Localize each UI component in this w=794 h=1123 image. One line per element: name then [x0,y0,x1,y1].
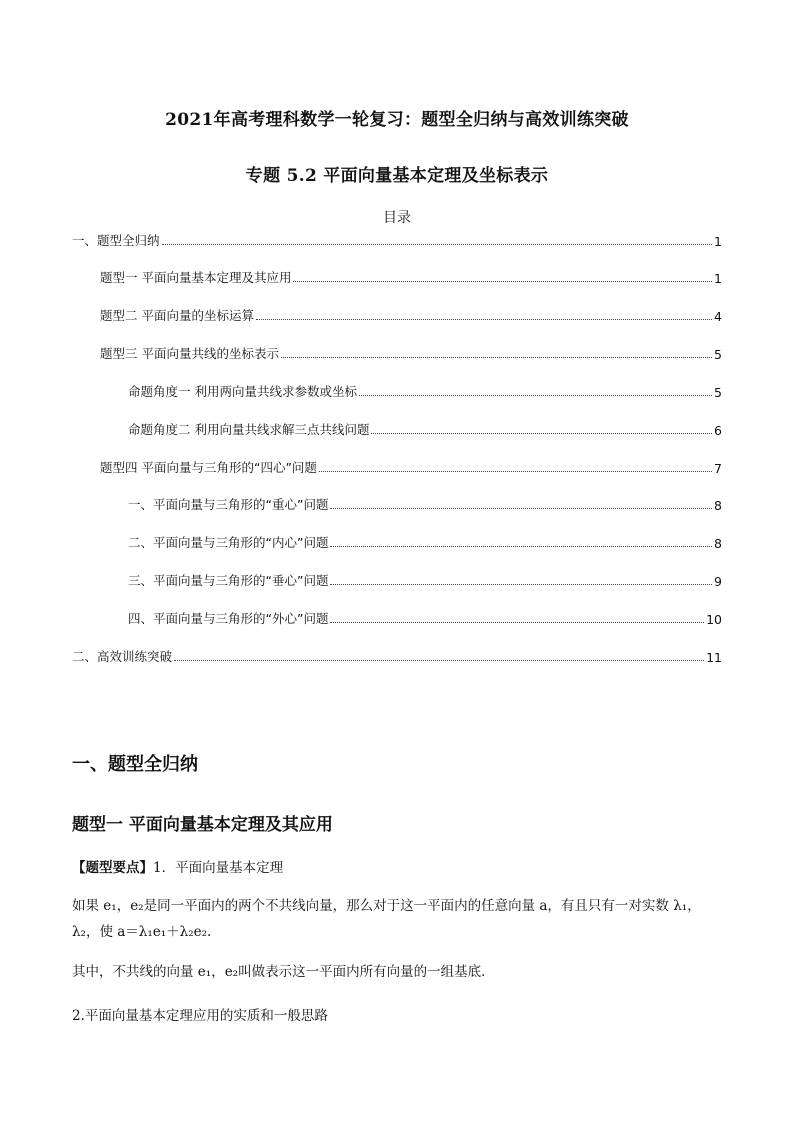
toc-entry-page: 8 [714,536,722,551]
toc-leader-dots [330,546,712,547]
toc-leader-dots [330,584,712,585]
toc-entry-page: 10 [706,612,722,627]
toc-entry-label: 二、高效训练突破 [72,649,173,664]
toc-entry-angle-2[interactable] [128,420,722,438]
toc-entry-label: 命题角度一 利用两向量共线求参数或坐标 [128,384,357,399]
toc-entry-centroid[interactable] [128,495,722,513]
toc-heading: 目录 [383,210,411,226]
toc-leader-dots [371,433,712,434]
toc-leader-dots [174,660,704,661]
key-points-text: 1．平面向量基本定理 [153,860,284,876]
toc-entry-label: 命题角度二 利用向量共线求解三点共线问题 [128,422,370,437]
toc-entry-page: 7 [714,461,722,476]
toc-entry-page: 1 [714,234,722,249]
toc-entry-circumcenter[interactable] [128,609,722,627]
toc-entry-label: 题型二 平面向量的坐标运算 [100,308,254,323]
section-heading: 一、题型全归纳 [72,754,198,775]
toc-entry-orthocenter[interactable] [128,571,722,589]
toc-entry-page: 11 [706,650,722,665]
toc-entry-label: 二、平面向量与三角形的“内心”问题 [128,535,329,550]
toc-entry-type-1[interactable] [100,268,722,286]
toc-leader-dots [293,281,712,282]
toc-leader-dots [281,357,712,358]
toc-entry-page: 5 [714,385,722,400]
document-title: 2021年高考理科数学一轮复习：题型全归纳与高效训练突破 [165,110,629,130]
application-paragraph: 2.平面向量基本定理应用的实质和一般思路 [72,1008,328,1024]
toc-entry-label: 四、平面向量与三角形的“外心”问题 [128,611,329,626]
toc-leader-dots [330,622,704,623]
document-subtitle: 专题 5.2 平面向量基本定理及坐标表示 [245,166,549,186]
toc-entry-label: 题型四 平面向量与三角形的“四心”问题 [100,460,317,475]
toc-entry-page: 6 [714,423,722,438]
toc-entry-angle-1[interactable] [128,382,722,400]
toc-entry-type-2[interactable] [100,306,722,324]
toc-entry-section-1[interactable] [72,231,722,249]
theorem-paragraph: 如果 e₁，e₂是同一平面内的两个不共线向量，那么对于这一平面内的任意向量 a，有且只有一对实数 λ₁，λ₂，使 a＝λ₁e₁＋λ₂e₂. [72,898,701,940]
toc-leader-dots [256,319,712,320]
toc-entry-page: 1 [714,271,722,286]
toc-entry-label: 三、平面向量与三角形的“垂心”问题 [128,573,329,588]
toc-entry-label: 一、平面向量与三角形的“重心”问题 [128,497,329,512]
toc-entry-type-4[interactable] [100,458,722,476]
toc-leader-dots [330,508,712,509]
toc-entry-label: 题型三 平面向量共线的坐标表示 [100,346,279,361]
toc-entry-label: 题型一 平面向量基本定理及其应用 [100,270,292,285]
toc-leader-dots [359,395,712,396]
toc-entry-type-3[interactable] [100,344,722,362]
toc-entry-page: 8 [714,498,722,513]
basis-paragraph: 其中，不共线的向量 e₁，e₂叫做表示这一平面内所有向量的一组基底． [72,964,495,980]
key-points-tag: 【题型要点】 [72,860,153,876]
toc-entry-page: 9 [714,574,722,589]
key-points-paragraph [72,855,724,881]
toc-entry-page: 4 [714,309,722,324]
toc-entry-section-2[interactable] [72,647,722,665]
toc-entry-page: 5 [714,347,722,362]
toc-leader-dots [162,244,713,245]
subsection-heading: 题型一 平面向量基本定理及其应用 [72,815,333,835]
toc-leader-dots [319,471,712,472]
toc-entry-incenter[interactable] [128,533,722,551]
toc-entry-label: 一、题型全归纳 [72,233,160,248]
